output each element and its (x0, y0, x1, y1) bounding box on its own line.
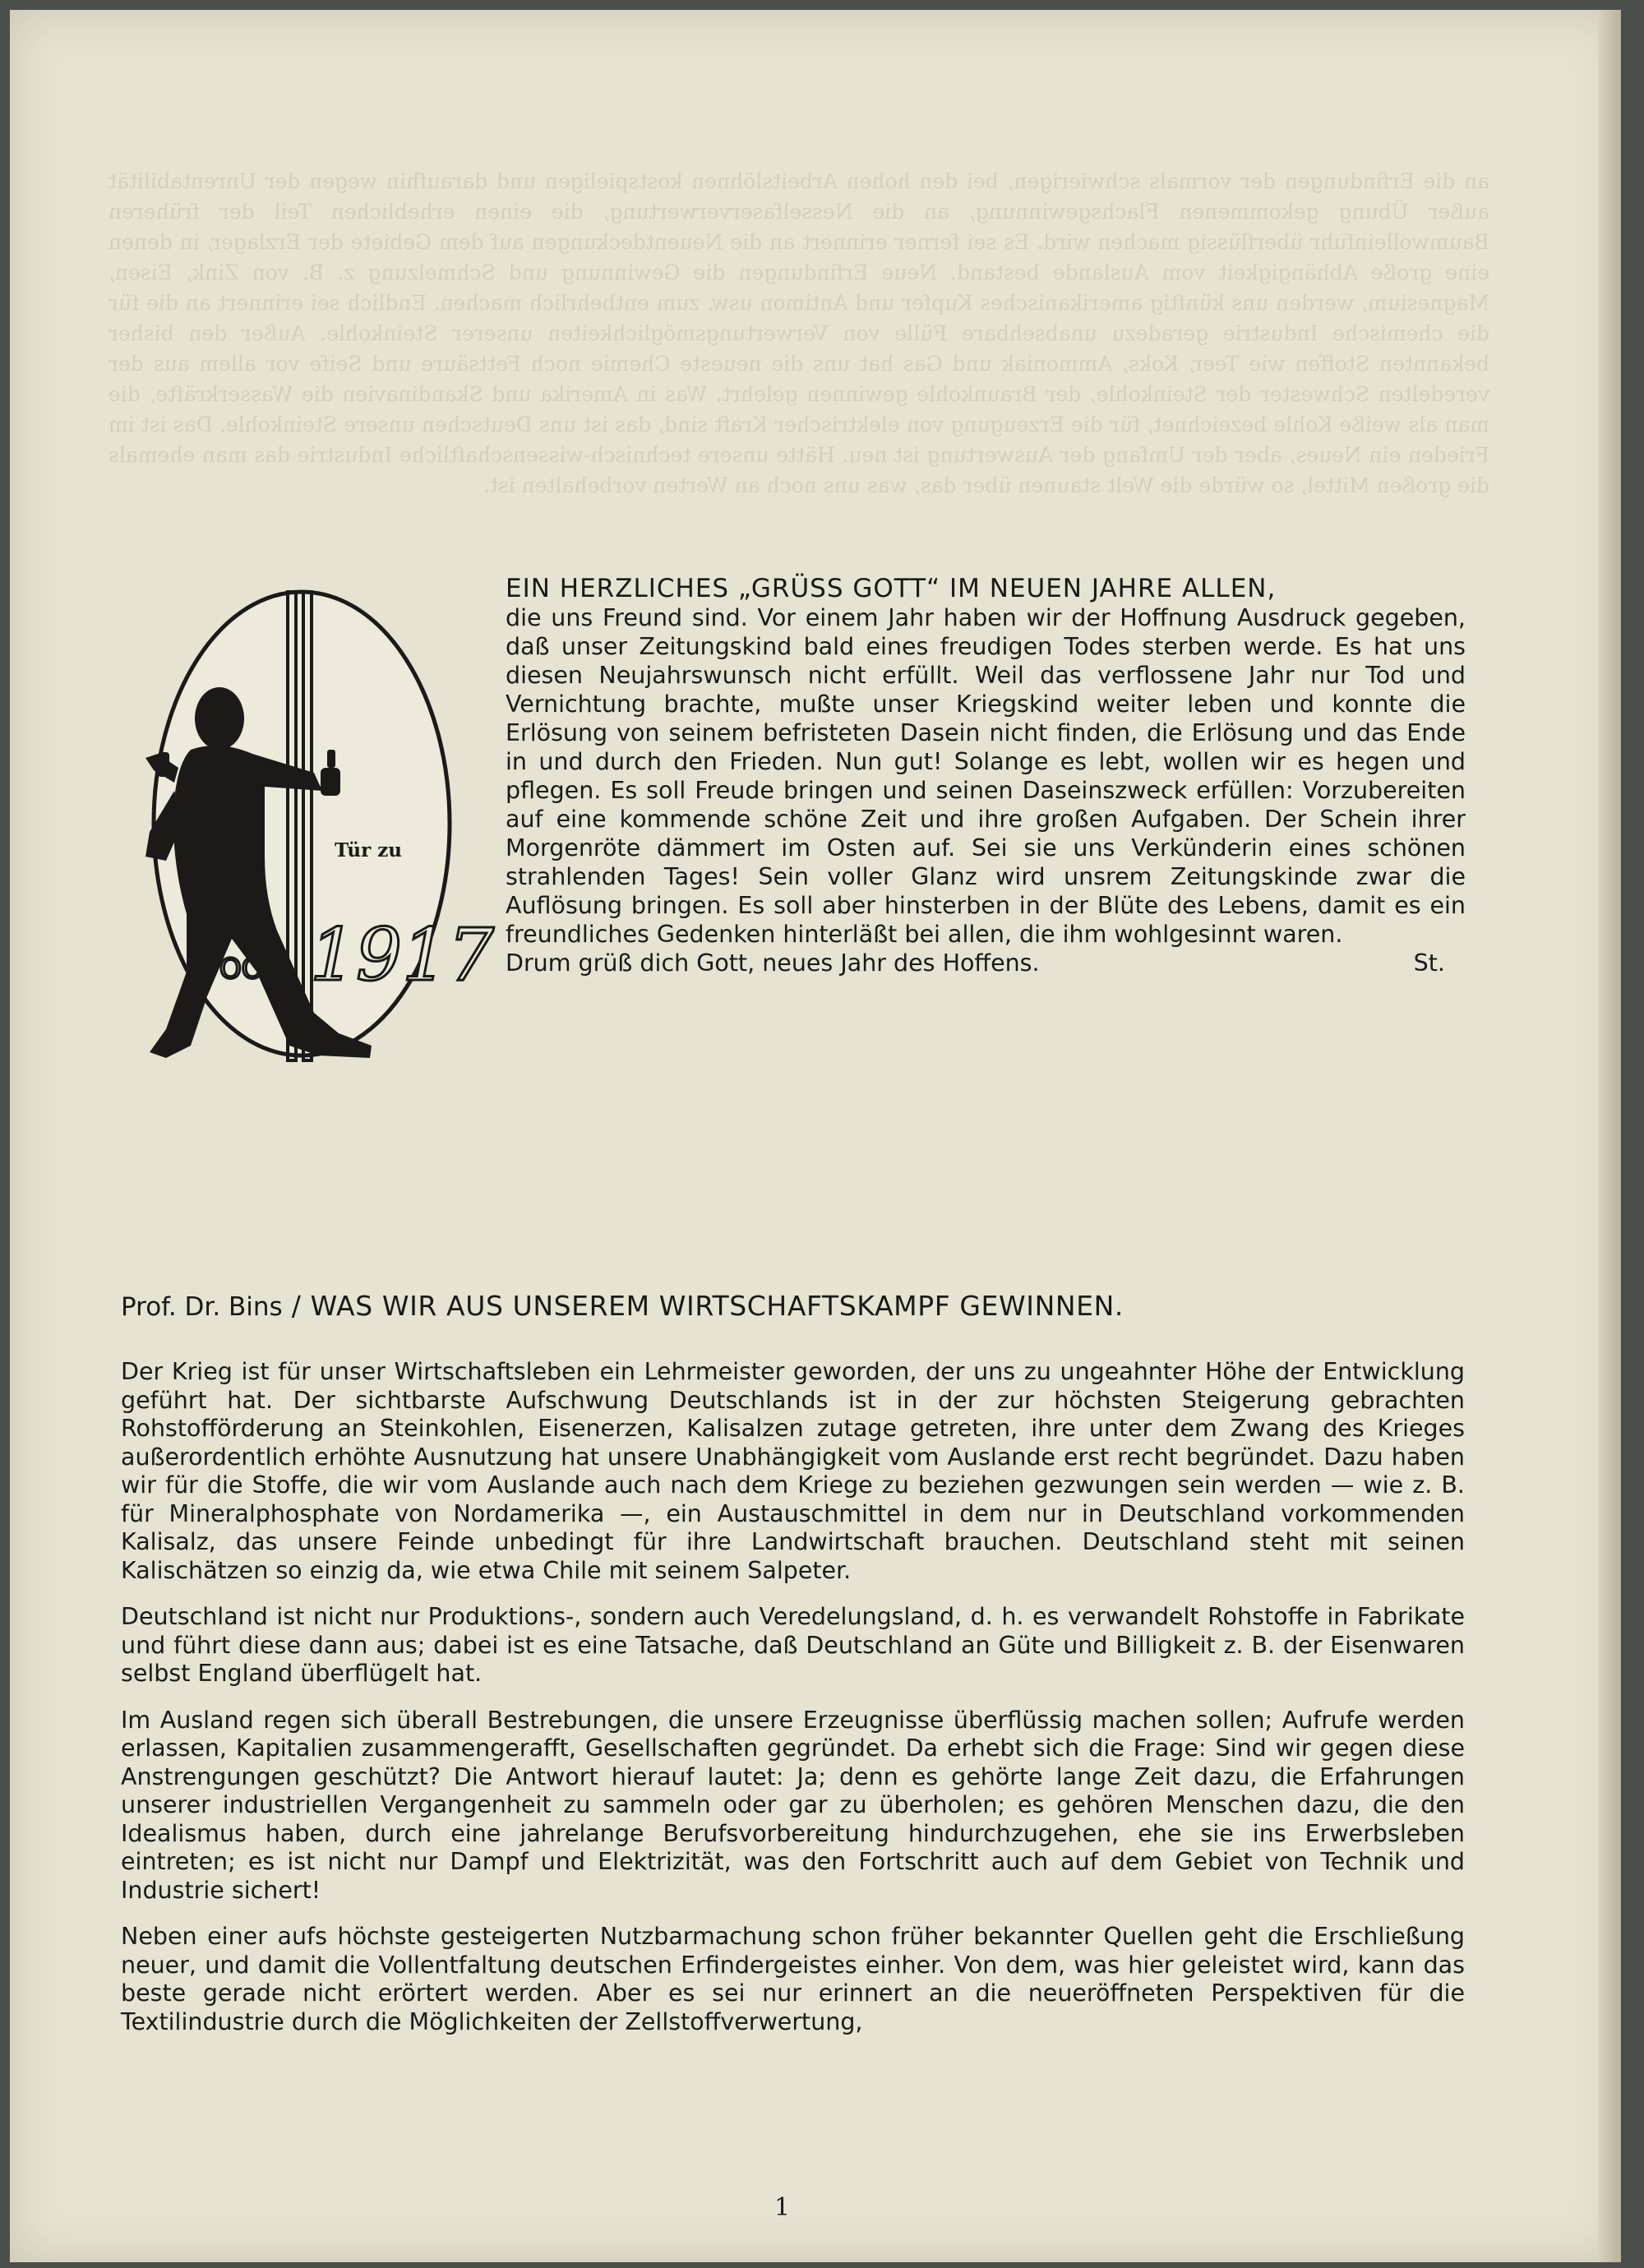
page-number: 1 (774, 2193, 791, 2222)
article-author: Prof. Dr. Bins (121, 1292, 283, 1322)
illustration-mark-left: OO (219, 953, 264, 986)
article-title-separator: / (282, 1290, 311, 1322)
greeting-closing-line (506, 949, 1466, 977)
illustration-mark-right: K (318, 1045, 325, 1056)
new-year-1917-illustration (141, 585, 494, 1070)
article-heading (121, 1290, 1469, 1322)
illustration-caption: Tür zu (335, 839, 402, 861)
article-body (121, 1358, 1465, 2054)
page-spine-edge (1598, 10, 1621, 2262)
greeting-signature: St. (1413, 949, 1445, 977)
article-paragraph: Deutschland ist nicht nur Produktions-, sondern auch Veredelungsland, d. h. es verwandelt Rohstoffe in Fabrikate und führt diese dann aus; dabei ist es eine Tatsache, daß Deutschland an Güte und Billigkeit z. B. der Eisenwaren selbst England überflügelt hat. (121, 1603, 1465, 1687)
greeting-body: die uns Freund sind. Vor einem Jahr haben wir der Hoffnung Ausdruck gegeben, daß unser Zeitungskind bald eines freudigen Todes sterben werde. Es hat uns diesen Neujahrswunsch nicht erfüllt. Weil das verflossene Jahr nur Tod und Vernichtung brachte, mußte unser Kriegskind weiter leben und konnte die Erlösung von seinem befristeten Dasein nicht finden, die Erlösung und das Ende in und durch den Frieden. Nun gut! Solange es lebt, wollen wir es hegen und pflegen. Es soll Freude bringen und seinen Daseinszweck erfüllen: Vorzubereiten auf eine kommende schöne Zeit und ihre großen Aufgaben. Der Schein ihrer Morgenröte dämmert im Osten auf. Sei sie uns Verkünderin eines schönen strahlenden Tages! Sein voller Glanz wird unsrem Zeitungskinde zwar die Auflösung bringen. Es soll aber hinsterben in der Blüte des Lebens, damit es ein freundliches Gedenken hinterläßt bei allen, die ihm wohlgesinnt waren. (506, 604, 1466, 948)
article-paragraph: Im Ausland regen sich überall Bestrebungen, die unsere Erzeugnisse überflüssig machen sollen; Aufrufe werden erlassen, Kapitalien zusammengerafft, Gesellschaften gegründet. Da erhebt sich die Frage: Sind wir gegen diese Anstrengungen geschützt? Die Antwort hierauf lautet: Ja; denn es gehörte lange Zeit dazu, die Erfahrungen unserer industriellen Vergangenheit zu sammeln oder gar zu überholen; es gehören Menschen dazu, die den Idealismus haben, durch eine jahrelange Berufsvorbereitung hindurchzugehen, ehe sie ins Erwerbsleben eintreten; es ist nicht nur Dampf und Elektrizität, was den Fortschritt auch auf dem Gebiet von Technik und Industrie sichert! (121, 1706, 1465, 1904)
new-year-greeting (506, 575, 1466, 977)
magazine-page (10, 10, 1621, 2262)
greeting-closing: Drum grüß dich Gott, neues Jahr des Hoffens. (506, 949, 1040, 977)
article-paragraph: Neben einer aufs höchste gesteigerten Nutzbarmachung schon früher bekannter Quellen geht die Erschließung neuer, und damit die Vollentfaltung deutschen Erfindergeistes einher. Von dem, was hier geleistet wird, kann das beste gerade nicht erörtert werden. Aber es sei nur erinnert an die neueröffneten Perspektiven für die Textilindustrie durch die Möglichkeiten der Zellstoffverwertung, (121, 1923, 1465, 2035)
article-title: WAS WIR AUS UNSEREM WIRTSCHAFTSKAMPF GEWINNEN. (310, 1290, 1124, 1322)
bleed-through-text: an die Erfindungen der vormals schwierigen, bei den hohen Arbeitslöhnen kostspieligen und daraufhin wegen der Unrentabilität außer Übung gekommenen Flachsgewinnung, an die Nesselfaserverwertung, die einen erheblichen Teil der früheren Baumwolleinfuhr überflüssig machen wird. Es sei ferner erinnert an die Neuentdeckungen auf dem Gebiete der Erzlager, in denen eine große Abhängigkeit vom Auslande bestand. Neue Erfindungen die Gewinnung und Schmelzung z. B. von Zink, Eisen, Magnesium, werden uns künftig amerikanisches Kupfer und Antimon usw. zum entbehrlich machen. Endlich sei erinnert an die für die chemische Industrie geradezu unabsehbare Fülle von Verwertungsmöglichkeiten unserer Steinkohle. Außer den bisher bekannten Stoffen wie Teer, Koks, Ammoniak und Gas hat uns die neueste Chemie noch Fettsäure und Seife vor allem aus der veredelten Schwester der Steinkohle, der Braunkohle gewinnen gelehrt. Was in Amerika und Skandinavien die Wasserkräfte, die man als weiße Kohle bezeichnet, für die Erzeugung von elektrischer Kraft sind, das ist uns Deutschen unsere Steinkohle. Das ist im Frieden ein Neues, aber der Umfang der Auswertung ist neu. Hätte unsere technisch-wissenschaftliche Industrie das man ehemals die großen Mittel, so würde die Welt staunen über das, was uns noch an Werten vorbehalten ist. (109, 169, 1489, 497)
illustration-year: 1917 (310, 912, 494, 997)
article-paragraph: Der Krieg ist für unser Wirtschaftsleben ein Lehrmeister geworden, der uns zu ungeahnter Höhe der Entwicklung geführt hat. Der sichtbarste Aufschwung Deutschlands ist in der zur höchsten Steigerung gebrachten Rohstofförderung an Steinkohlen, Eisenerzen, Kalisalzen zutage getreten, ihre unter dem Zwang des Krieges außerordentlich erhöhte Ausnutzung hat unsere Unabhängigkeit vom Auslande erst recht begründet. Dazu haben wir für die Stoffe, die wir vom Auslande auch nach dem Kriege zu beziehen gezwungen sein werden — wie z. B. für Mineralphosphate von Nordamerika —, ein Austauschmittel in dem nur in Deutschland vorkommenden Kalisalz, das unsere Feinde unbedingt für ihre Landwirtschaft brauchen. Deutschland steht mit seinen Kalischätzen so einzig da, wie etwa Chile mit seinem Salpeter. (121, 1358, 1465, 1584)
greeting-headline: EIN HERZLICHES „GRÜSS GOTT“ IM NEUEN JAHRE ALLEN, (506, 574, 1277, 603)
